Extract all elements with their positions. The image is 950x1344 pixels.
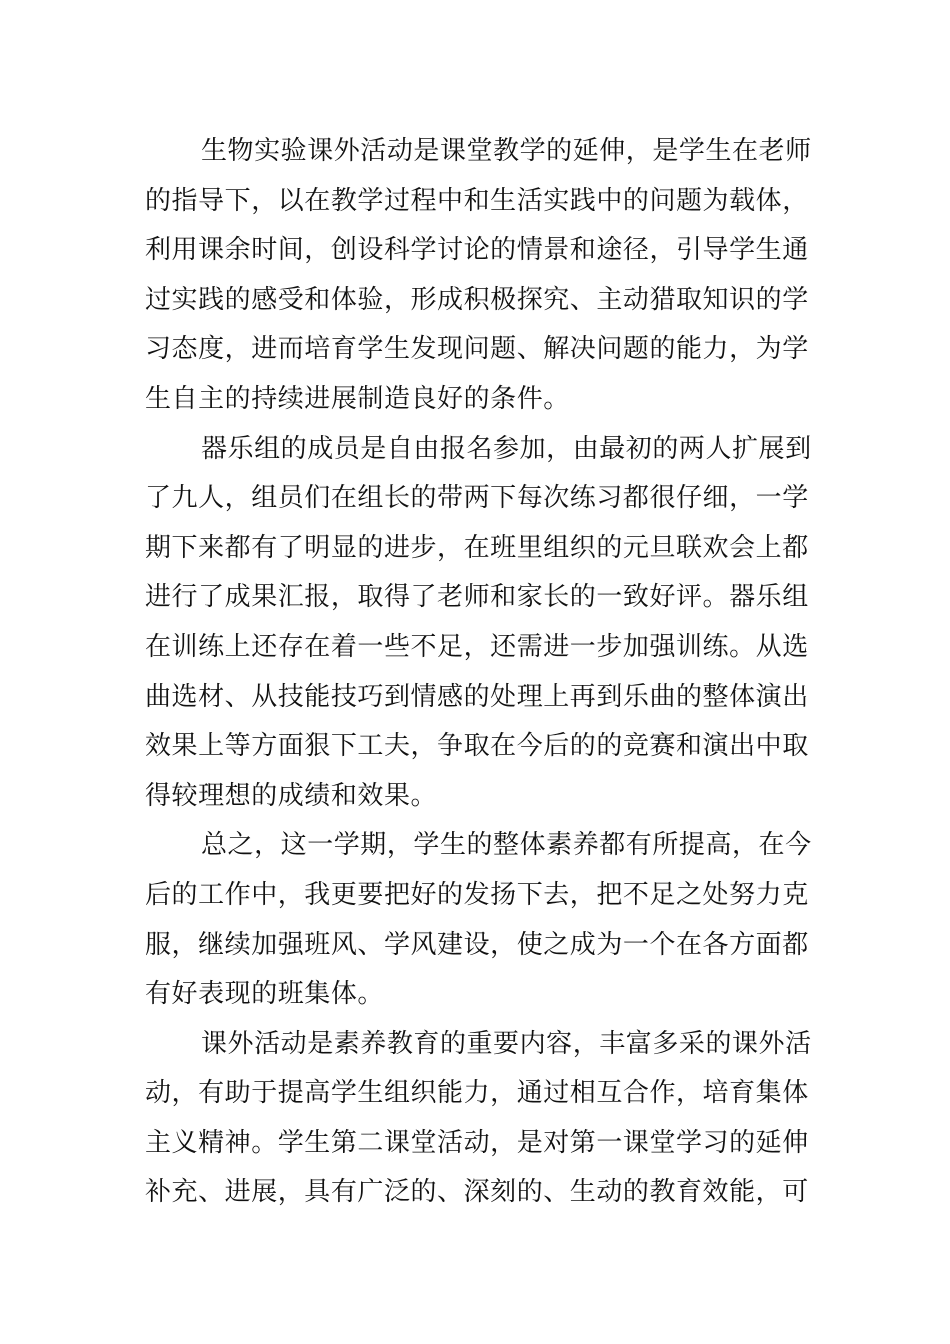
text-line: 曲选材、从技能技巧到情感的处理上再到乐曲的整体演出 [145, 681, 809, 712]
text-line: 了九人，组员们在组长的带两下每次练习都很仔细，一学 [145, 483, 809, 514]
text-line: 主义精神。学生第二课堂活动，是对第一课堂学习的延伸 [145, 1127, 809, 1158]
text-line: 期下来都有了明显的进步，在班里组织的元旦联欢会上都 [145, 532, 809, 563]
text-line: 总之，这一学期，学生的整体素养都有所提高，在今 [201, 830, 812, 861]
text-line: 过实践的感受和体验，形成积极探究、主动猎取知识的学 [145, 284, 809, 315]
text-line: 得较理想的成绩和效果。 [145, 780, 438, 811]
text-line: 生物实验课外活动是课堂教学的延伸，是学生在老师 [201, 136, 812, 166]
text-line: 器乐组的成员是自由报名参加，由最初的两人扩展到 [201, 433, 812, 464]
text-line: 利用课余时间，创设科学讨论的情景和途径，引导学生通 [145, 235, 809, 266]
text-line: 后的工作中，我更要把好的发扬下去，把不足之处努力克 [145, 879, 809, 910]
text-line: 效果上等方面狠下工夫，争取在今后的的竞赛和演出中取 [145, 731, 809, 762]
document-body [145, 127, 810, 1218]
text-line: 有好表现的班集体。 [145, 979, 384, 1010]
text-line: 的指导下，以在教学过程中和生活实践中的问题为载体， [145, 185, 809, 216]
text-line: 补充、进展，具有广泛的、深刻的、生动的教育效能，可 [145, 1177, 809, 1208]
paragraph-4 [145, 1020, 810, 1218]
text-line: 进行了成果汇报，取得了老师和家长的一致好评。器乐组 [145, 582, 809, 613]
paragraph-2 [145, 425, 810, 822]
text-line: 服，继续加强班风、学风建设，使之成为一个在各方面都 [145, 929, 809, 960]
text-line: 课外活动是素养教育的重要内容，丰富多采的课外活 [201, 1028, 812, 1059]
text-line: 在训练上还存在着一些不足，还需进一步加强训练。从选 [145, 631, 809, 662]
text-line: 生自主的持续进展制造良好的条件。 [145, 383, 570, 414]
paragraph-1 [145, 127, 810, 425]
text-line: 习态度，进而培育学生发现问题、解决问题的能力，为学 [145, 334, 809, 365]
paragraph-3 [145, 821, 810, 1019]
text-line: 动，有助于提高学生组织能力，通过相互合作，培育集体 [145, 1078, 809, 1109]
